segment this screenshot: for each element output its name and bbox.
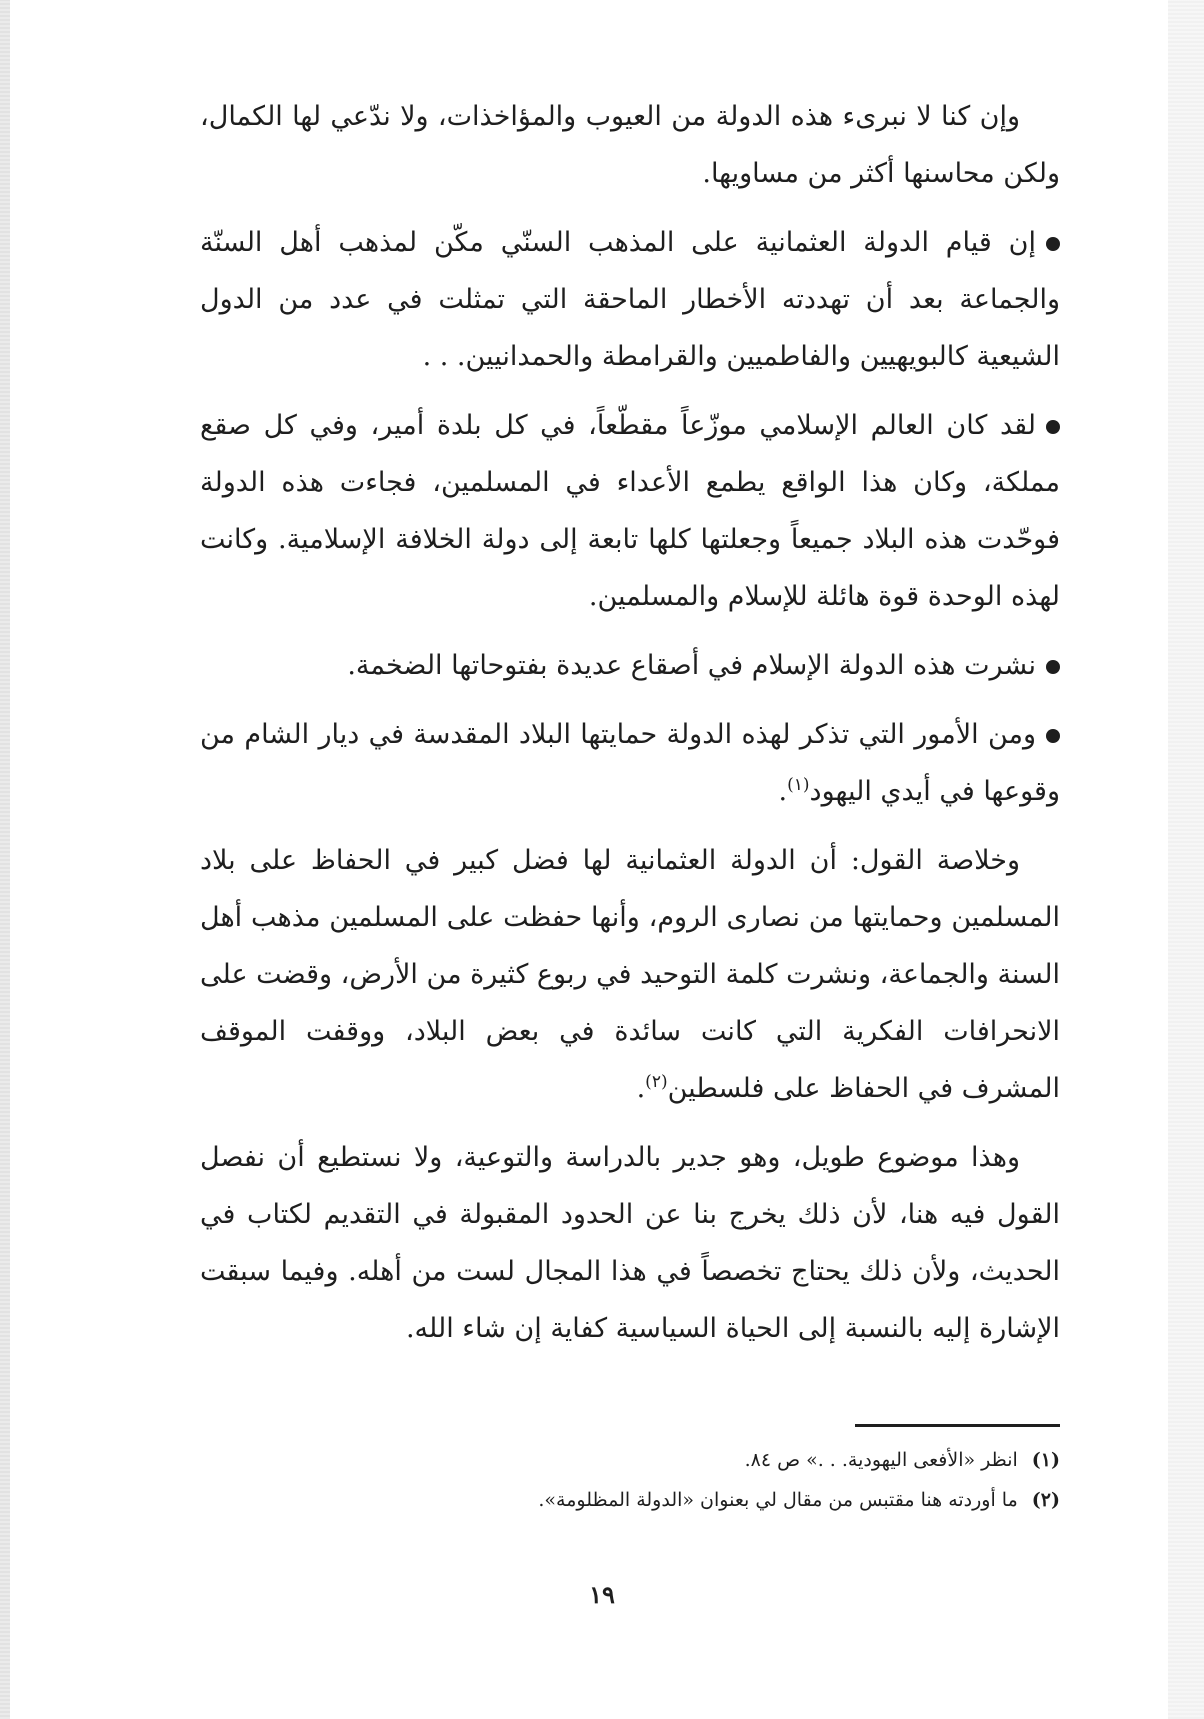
paragraph-1-text: وإن كنا لا نبرىء هذه الدولة من العيوب والمؤاخذات، ولا ندّعي لها الكمال، ولكن محاسنها أكثر من مساويها. [200,101,1060,189]
footnote-1 [200,1440,1060,1480]
paragraph-6 [200,832,1060,1117]
paragraph-7 [200,1129,1060,1357]
paragraph-1 [200,88,1060,202]
paragraph-7-text: وهذا موضوع طويل، وهو جدير بالدراسة والتوعية، ولا نستطيع أن نفصل القول فيه هنا، لأن ذلك يخرج بنا عن الحدود المقبولة في التقديم لكتاب في الحديث، ولأن ذلك يحتاج تخصصاً في هذا المجال لست من أهله. وفيما سبقت الإشارة إليه بالنسبة إلى الحياة السياسية كفاية إن شاء الله. [200,1142,1060,1344]
footnote-1-number: (١) [1031,1449,1060,1471]
bullet-icon [1046,660,1060,674]
paragraph-6-end: . [636,1073,646,1104]
bullet-icon [1046,237,1060,251]
bullet-icon [1046,729,1060,743]
page-body [200,88,1060,1369]
paragraph-6-text: وخلاصة القول: أن الدولة العثمانية لها فضل كبير في الحفاظ على بلاد المسلمين وحمايتها من نصارى الروم، وأنها حفظت على المسلمين مذهب أهل السنة والجماعة، ونشرت كلمة التوحيد في ربوع كثيرة من الأرض، وقضت على الانحرافات الفكرية التي كانت سائدة في بعض البلاد، ووقفت الموقف المشرف في الحفاظ على فلسطين [200,845,1060,1104]
paragraph-2-text: إن قيام الدولة العثمانية على المذهب السنّي مكّن لمذهب أهل السنّة والجماعة بعد أن تهددته الأخطار الماحقة التي تمثلت في عدد من الدول الشيعية كالبويهيين والفاطميين والقرامطة والحمدانيين. . . [200,227,1060,372]
paragraph-5-end: . [778,776,788,807]
paragraph-3-text: لقد كان العالم الإسلامي موزّعاً مقطّعاً، في كل بلدة أمير، وفي كل صقع مملكة، وكان هذا الواقع يطمع الأعداء في المسلمين، فجاءت هذه الدولة فوحّدت هذه البلاد جميعاً وجعلتها كلها تابعة إلى دولة الخلافة الإسلامية. وكانت لهذه الوحدة قوة هائلة للإسلام والمسلمين. [200,410,1060,612]
footnote-2-text: ما أوردته هنا مقتبس من مقال لي بعنوان «الدولة المظلومة». [538,1489,1018,1511]
footnote-2-number: (٢) [1031,1489,1060,1511]
bullet-icon [1046,420,1060,434]
footnote-1-text: انظر «الأفعى اليهودية. . .» ص ٨٤. [744,1449,1018,1471]
footnote-ref-2[interactable]: (٢) [645,1072,668,1092]
paragraph-2 [200,214,1060,385]
scan-edge-left [0,0,10,1719]
paragraph-5 [200,706,1060,820]
page-number: ١٩ [589,1580,615,1609]
footnote-divider [855,1424,1060,1427]
paragraph-3 [200,397,1060,625]
paragraph-4 [200,637,1060,694]
paragraph-5-text: ومن الأمور التي تذكر لهذه الدولة حمايتها البلاد المقدسة في ديار الشام من وقوعها في أيدي اليهود [200,719,1060,807]
footnotes [200,1440,1060,1520]
footnote-ref-1[interactable]: (١) [787,775,810,795]
paragraph-4-text: نشرت هذه الدولة الإسلام في أصقاع عديدة بفتوحاتها الضخمة. [347,650,1036,681]
footnote-2 [200,1480,1060,1520]
scan-edge-right [1168,0,1204,1719]
